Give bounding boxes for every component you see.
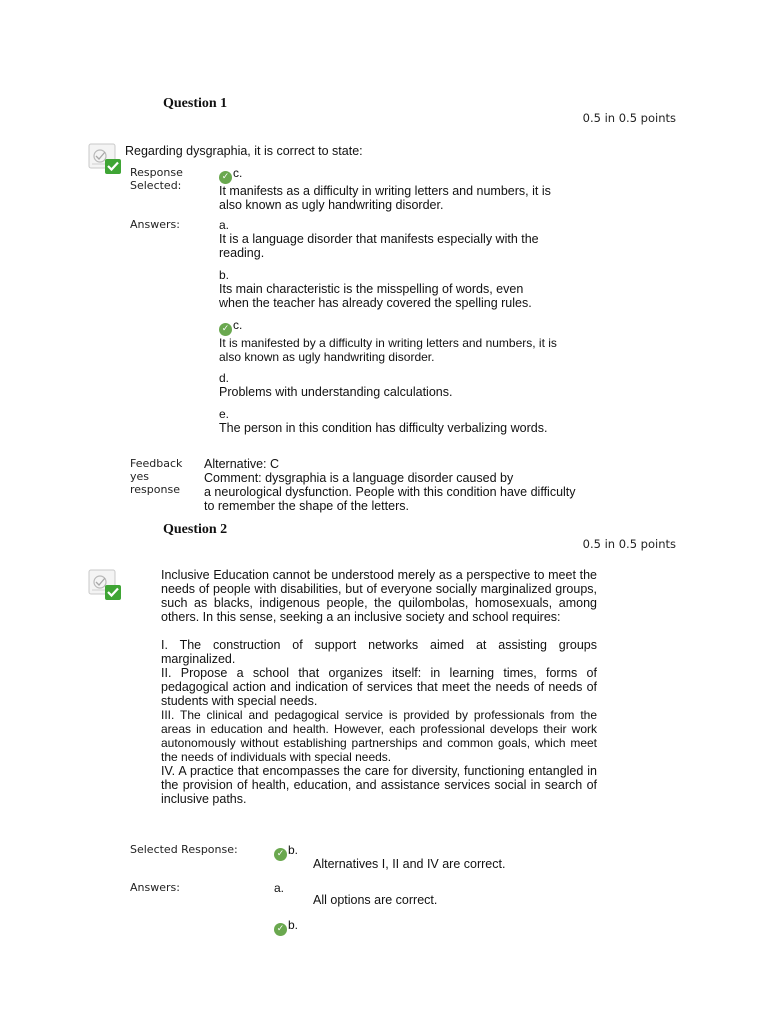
answer-text: All options are correct. — [313, 893, 438, 907]
selected-answer-letter: b. — [288, 843, 299, 857]
answer-text: The person in this condition has difficulty verbalizing words. — [219, 421, 548, 435]
answer-option-b-row — [274, 918, 298, 936]
question-2-title: Question 2 — [163, 522, 228, 537]
answer-text: Its main characteristic is the misspelling of words, even when the teacher has already covered the spelling rules. — [219, 282, 532, 310]
question-1-prompt: Regarding dysgraphia, it is correct to state: — [125, 144, 363, 158]
answer-option-d — [219, 371, 559, 399]
prompt-item-2: II. Propose a school that organizes itself: in learning times, forms of pedagogical action and indication of services that meet the needs of needs of students with special needs. — [161, 666, 597, 708]
graded-correct-icon — [88, 569, 122, 601]
answer-letter: d. — [219, 371, 230, 385]
answer-letter: e. — [219, 407, 230, 421]
feedback-label: Feedback yes response — [130, 457, 183, 496]
check-circle-icon: ✓ — [274, 848, 287, 861]
answer-text: It is manifested by a difficulty in writing letters and numbers, it is also known as ugly handwriting disorder. — [219, 336, 557, 364]
prompt-item-4: IV. A practice that encompasses the care for diversity, functioning entangled in the provision of health, education, and assistance services social in search of inclusive paths. — [161, 764, 597, 806]
selected-answer-letter-row — [274, 843, 298, 861]
answer-letter: b. — [288, 918, 299, 932]
answer-letter: c. — [233, 318, 243, 332]
answer-option-e — [219, 407, 579, 435]
answer-option-c — [219, 318, 569, 364]
question-2-points: 0.5 in 0.5 points — [582, 537, 676, 551]
check-circle-icon: ✓ — [219, 171, 232, 184]
answers-label: Answers: — [130, 218, 180, 231]
prompt-item-3: III. The clinical and pedagogical service is provided by professionals from the areas in education and health. However, each professional develops their work autonomously without establishing partnerships and common goals, which meet the needs of individuals with special needs. — [161, 708, 597, 764]
prompt-item-1: I. The construction of support networks aimed at assisting groups marginalized. — [161, 638, 597, 666]
selected-answer-text: It manifests as a difficulty in writing letters and numbers, it is also known as ugly handwriting disorder. — [219, 184, 551, 212]
prompt-intro: Inclusive Education cannot be understood merely as a perspective to meet the needs of people with disabilities, but of everyone socially marginalized groups, such as blacks, indigenous people, the quilombolas, homosexuals, among others. In this sense, seeking a an inclusive society and school requires: — [161, 568, 597, 624]
answer-letter: b. — [219, 268, 230, 282]
response-selected-label: Response Selected: — [130, 166, 183, 192]
selected-answer-text: Alternatives I, II and IV are correct. — [313, 857, 506, 871]
question-1-title: Question 1 — [163, 96, 228, 111]
selected-response-label: Selected Response: — [130, 843, 238, 856]
answers-label: Answers: — [130, 881, 180, 894]
answer-letter: a. — [219, 218, 230, 232]
graded-correct-icon — [88, 143, 122, 175]
answer-text: Problems with understanding calculations. — [219, 385, 453, 399]
answer-text: It is a language disorder that manifests especially with the reading. — [219, 232, 539, 260]
answer-option-b — [219, 268, 549, 310]
check-circle-icon: ✓ — [219, 323, 232, 336]
answer-option-a — [219, 218, 559, 260]
answer-letter: a. — [274, 881, 285, 895]
question-2-prompt — [161, 568, 597, 806]
question-1-points: 0.5 in 0.5 points — [582, 111, 676, 125]
selected-answer-letter: c. — [233, 166, 243, 180]
check-circle-icon: ✓ — [274, 923, 287, 936]
selected-answer — [219, 166, 569, 212]
feedback-text: Alternative: C Comment: dysgraphia is a language disorder caused by a neurological dysfunction. People with this condition have difficulty to remember the shape of the letters. — [204, 457, 576, 513]
